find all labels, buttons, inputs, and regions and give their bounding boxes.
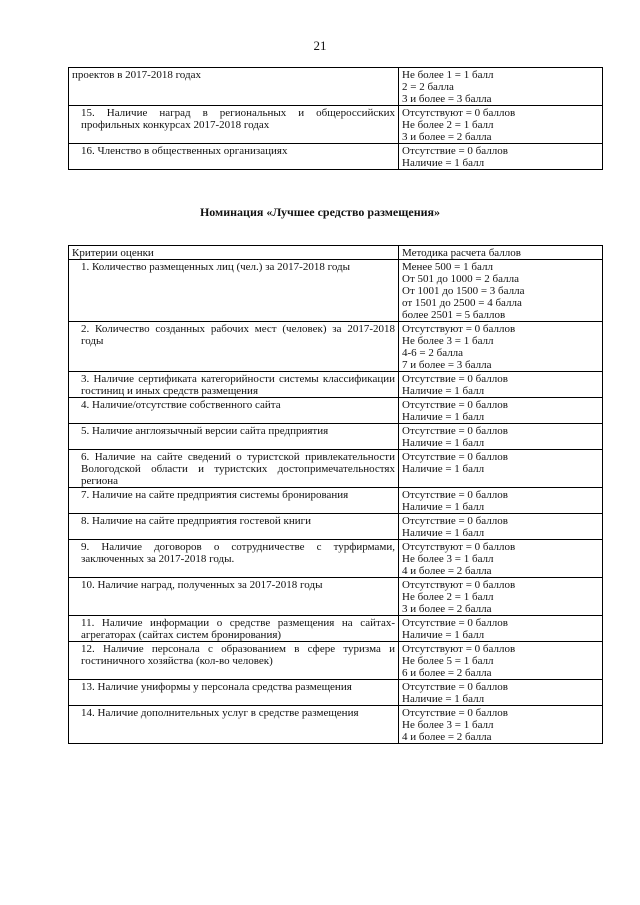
table-row	[69, 578, 603, 616]
method-line: 4 и более = 2 балла	[402, 731, 492, 743]
method-cell	[399, 322, 603, 372]
criterion-cell: 9. Наличие договоров о сотрудничестве с турфирмами, заключенных за 2017-2018 годы.	[69, 540, 399, 578]
method-line: Менее 500 = 1 балл	[402, 261, 493, 273]
method-line: 3 и более = 3 балла	[402, 93, 492, 105]
method-line: Не более 1 = 1 балл	[402, 69, 494, 81]
method-line: Наличие = 1 балл	[402, 437, 485, 449]
table-row	[69, 488, 603, 514]
method-line: 3 и более = 2 балла	[402, 603, 492, 615]
table-row	[69, 680, 603, 706]
criterion-cell: 6. Наличие на сайте сведений о туристской привлекательности Вологодской области и туристских достопримечательностях региона	[69, 450, 399, 488]
method-cell	[399, 514, 603, 540]
table-row	[69, 450, 603, 488]
method-line: 4 и более = 2 балла	[402, 565, 492, 577]
table-row	[69, 398, 603, 424]
criterion-cell: 15. Наличие наград в региональных и общероссийских профильных конкурсах 2017-2018 годах	[69, 106, 399, 144]
method-cell	[399, 578, 603, 616]
method-line: 3 и более = 2 балла	[402, 131, 492, 143]
method-line: От 501 до 1000 = 2 балла	[402, 273, 519, 285]
method-cell	[399, 642, 603, 680]
method-cell	[399, 488, 603, 514]
table-row	[69, 260, 603, 322]
method-line: Отсутствуют = 0 баллов	[402, 579, 516, 591]
method-line: Отсутствуют = 0 баллов	[402, 107, 516, 119]
method-line: 2 = 2 балла	[402, 81, 454, 93]
table-row	[69, 106, 603, 144]
method-cell	[399, 540, 603, 578]
page-number: 21	[313, 38, 327, 53]
method-line: Наличие = 1 балл	[402, 385, 485, 397]
method-line: Наличие = 1 балл	[402, 411, 485, 423]
method-line: Отсутствие = 0 баллов	[402, 145, 508, 157]
method-line: Отсутствие = 0 баллов	[402, 617, 508, 629]
criteria-table-continued	[68, 67, 603, 170]
method-cell	[399, 372, 603, 398]
method-cell	[399, 260, 603, 322]
method-line: 6 и более = 2 балла	[402, 667, 492, 679]
method-line: более 2501 = 5 баллов	[402, 309, 506, 321]
method-line: Не более 5 = 1 балл	[402, 655, 494, 667]
method-line: Отсутствуют = 0 баллов	[402, 643, 516, 655]
method-line: Отсутствие = 0 баллов	[402, 451, 508, 463]
method-line: Отсутствие = 0 баллов	[402, 373, 508, 385]
table-row	[69, 322, 603, 372]
method-line: от 1501 до 2500 = 4 балла	[402, 297, 522, 309]
table-row	[69, 706, 603, 744]
method-cell	[399, 680, 603, 706]
method-line: Отсутствие = 0 баллов	[402, 681, 508, 693]
criterion-cell: 10. Наличие наград, полученных за 2017-2018 годы	[69, 578, 399, 616]
method-line: Не более 2 = 1 балл	[402, 119, 494, 131]
criteria-table-best-accommodation	[68, 245, 603, 744]
criterion-cell: 2. Количество созданных рабочих мест (человек) за 2017-2018 годы	[69, 322, 399, 372]
method-line: От 1001 до 1500 = 3 балла	[402, 285, 525, 297]
nomination-title: Номинация «Лучшее средство размещения»	[199, 205, 441, 219]
method-line: Наличие = 1 балл	[402, 501, 485, 513]
method-cell	[399, 424, 603, 450]
criterion-cell: 14. Наличие дополнительных услуг в средстве размещения	[69, 706, 399, 744]
method-line: Не более 2 = 1 балл	[402, 591, 494, 603]
table-row	[69, 144, 603, 170]
method-line: Наличие = 1 балл	[402, 527, 485, 539]
criterion-cell: 1. Количество размещенных лиц (чел.) за 2017-2018 годы	[69, 260, 399, 322]
criterion-cell: 13. Наличие униформы у персонала средства размещения	[69, 680, 399, 706]
method-line: Наличие = 1 балл	[402, 693, 485, 705]
criterion-cell: 16. Членство в общественных организациях	[69, 144, 399, 170]
method-line: Отсутствие = 0 баллов	[402, 515, 508, 527]
method-line: Наличие = 1 балл	[402, 629, 485, 641]
criterion-cell: 5. Наличие англоязычный версии сайта предприятия	[69, 424, 399, 450]
criterion-cell: 3. Наличие сертификата категорийности системы классификации гостиниц и иных средств размещения	[69, 372, 399, 398]
method-line: Отсутствие = 0 баллов	[402, 489, 508, 501]
criterion-cell: 12. Наличие персонала с образованием в сфере туризма и гостиничного хозяйства (кол-во человек)	[69, 642, 399, 680]
table-row	[69, 372, 603, 398]
method-cell	[399, 706, 603, 744]
method-line: Отсутствие = 0 баллов	[402, 399, 508, 411]
criterion-cell: 11. Наличие информации о средстве размещения на сайтах-агрегаторах (сайтах систем бронирования)	[69, 616, 399, 642]
table-row	[69, 514, 603, 540]
method-cell	[399, 68, 603, 106]
table-row	[69, 616, 603, 642]
method-line: Отсутствуют = 0 баллов	[402, 541, 516, 553]
method-cell	[399, 398, 603, 424]
header-method: Методика расчета баллов	[399, 246, 603, 260]
header-criterion: Критерии оценки	[69, 246, 399, 260]
criterion-cell: 7. Наличие на сайте предприятия системы бронирования	[69, 488, 399, 514]
method-line: Наличие = 1 балл	[402, 157, 485, 169]
method-line: Не более 3 = 1 балл	[402, 335, 494, 347]
table-row	[69, 540, 603, 578]
table-row	[69, 424, 603, 450]
method-line: 4-6 = 2 балла	[402, 347, 464, 359]
method-cell	[399, 144, 603, 170]
criterion-cell: проектов в 2017-2018 годах	[69, 68, 399, 106]
method-line: 7 и более = 3 балла	[402, 359, 492, 371]
table-row	[69, 68, 603, 106]
table-row	[69, 642, 603, 680]
criterion-cell: 8. Наличие на сайте предприятия гостевой книги	[69, 514, 399, 540]
method-line: Не более 3 = 1 балл	[402, 719, 494, 731]
method-line: Наличие = 1 балл	[402, 463, 485, 475]
criterion-cell: 4. Наличие/отсутствие собственного сайта	[69, 398, 399, 424]
method-cell	[399, 616, 603, 642]
method-cell	[399, 106, 603, 144]
method-line: Отсутствуют = 0 баллов	[402, 323, 516, 335]
method-line: Отсутствие = 0 баллов	[402, 707, 508, 719]
method-line: Отсутствие = 0 баллов	[402, 425, 508, 437]
method-line: Не более 3 = 1 балл	[402, 553, 494, 565]
table-header-row	[69, 246, 603, 260]
method-cell	[399, 450, 603, 488]
